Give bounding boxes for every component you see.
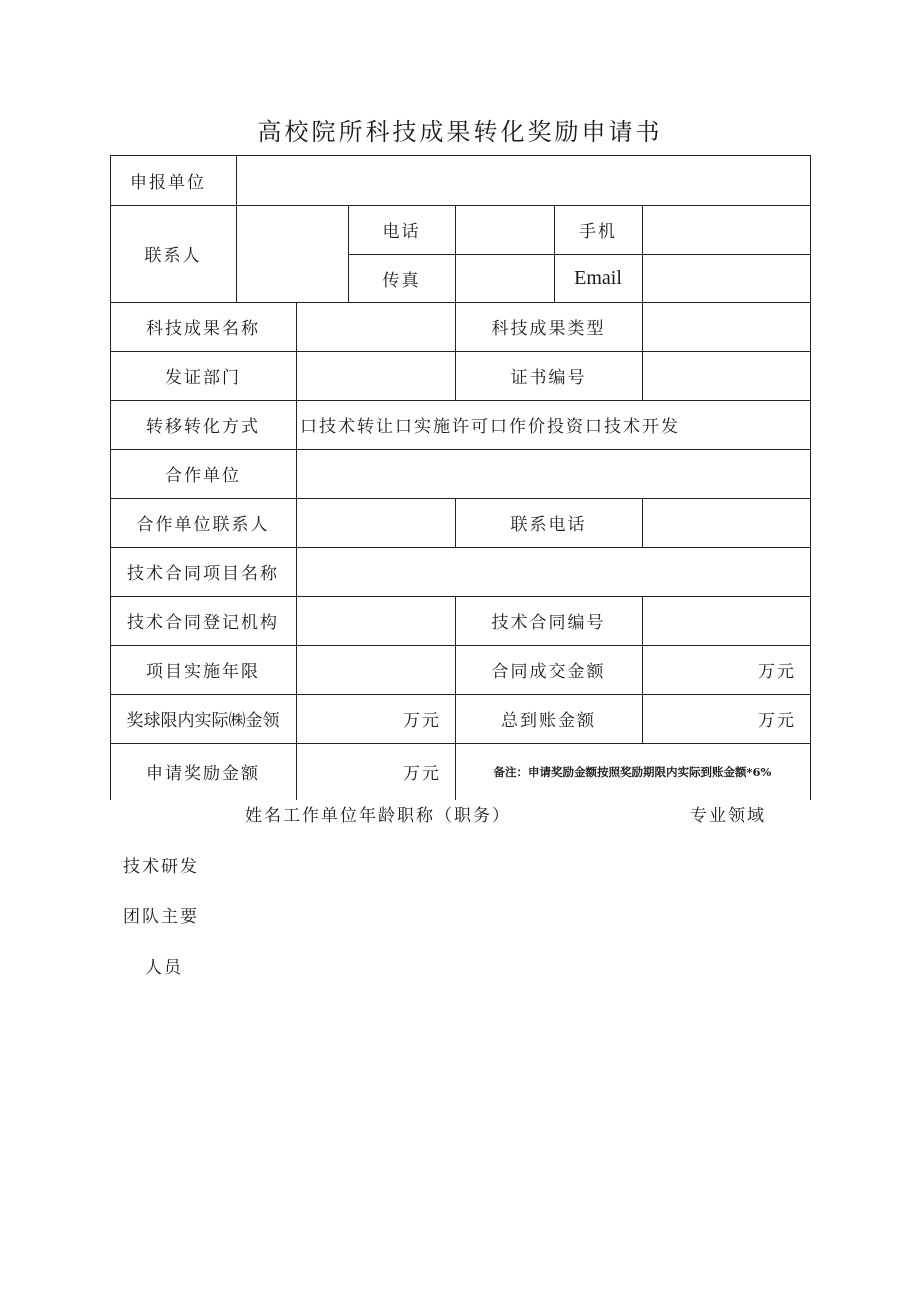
certificate-number-field[interactable] [643, 352, 809, 399]
email-label: Email [574, 266, 622, 289]
applicant-unit-label: 申报单位 [130, 172, 206, 193]
transfer-method-options[interactable]: 口技术转让口实施许可口作价投资口技术开发 [300, 417, 680, 437]
implementation-years-label: 项目实施年限 [146, 662, 260, 682]
table-border-right [810, 155, 811, 800]
contract-amount-label: 合同成交金额 [491, 662, 606, 682]
contact-phone-label: 联系电话 [510, 515, 587, 535]
team-label-line1: 技术研发 [123, 857, 199, 877]
transfer-method-label: 转移转化方式 [146, 417, 260, 437]
partner-contact-label: 合作单位联系人 [136, 515, 270, 535]
fax-field[interactable] [456, 255, 553, 301]
fax-label: 传真 [382, 270, 421, 291]
issuing-department-field[interactable] [297, 352, 454, 399]
contact-person-label: 联系人 [144, 246, 202, 266]
certificate-number-label: 证书编号 [510, 368, 587, 388]
achievement-type-field[interactable] [643, 303, 809, 350]
requested-reward-label: 申请奖励金额 [146, 764, 260, 784]
team-label-line3: 人员 [145, 958, 183, 978]
mobile-field[interactable] [643, 206, 809, 253]
contact-person-field[interactable] [237, 206, 347, 301]
reward-period-received-unit[interactable]: 万元 [403, 711, 441, 731]
achievement-type-label: 科技成果类型 [491, 319, 606, 339]
partner-contact-field[interactable] [297, 499, 454, 546]
partner-unit-label: 合作单位 [165, 466, 241, 486]
requested-reward-unit[interactable]: 万元 [403, 764, 441, 784]
contract-project-name-label: 技术合同项目名称 [127, 564, 279, 584]
total-received-unit[interactable]: 万元 [758, 711, 796, 731]
reward-period-received-label: 奖球限内实际㈱金领 [126, 711, 280, 731]
page-title: 高校院所科技成果转化奖励申请书 [257, 118, 663, 146]
contract-registration-label: 技术合同登记机构 [127, 613, 279, 633]
reward-note: 备注：申请奖励金额按照奖励期限内实际到账金额*6% [493, 764, 772, 779]
contract-registration-field[interactable] [297, 597, 454, 644]
partner-unit-field[interactable] [297, 450, 809, 497]
issuing-department-label: 发证部门 [165, 368, 241, 388]
team-field-header: 专业领域 [690, 806, 766, 826]
mobile-label: 手机 [579, 222, 617, 242]
achievement-name-field[interactable] [297, 303, 454, 350]
contract-number-field[interactable] [643, 597, 809, 644]
applicant-unit-field[interactable] [237, 156, 809, 204]
phone-field[interactable] [456, 206, 553, 253]
contract-number-label: 技术合同编号 [491, 613, 606, 633]
contract-project-name-field[interactable] [297, 548, 809, 595]
achievement-name-label: 科技成果名称 [146, 319, 260, 339]
contact-phone-field[interactable] [643, 499, 809, 546]
implementation-years-field[interactable] [297, 646, 454, 693]
team-header: 姓名工作单位年龄职称（职务） [245, 806, 511, 826]
total-received-label: 总到账金额 [501, 711, 596, 731]
contract-amount-unit[interactable]: 万元 [758, 662, 796, 682]
team-label-line2: 团队主要 [123, 907, 199, 927]
email-field[interactable] [643, 255, 809, 301]
phone-label: 电话 [382, 222, 421, 242]
